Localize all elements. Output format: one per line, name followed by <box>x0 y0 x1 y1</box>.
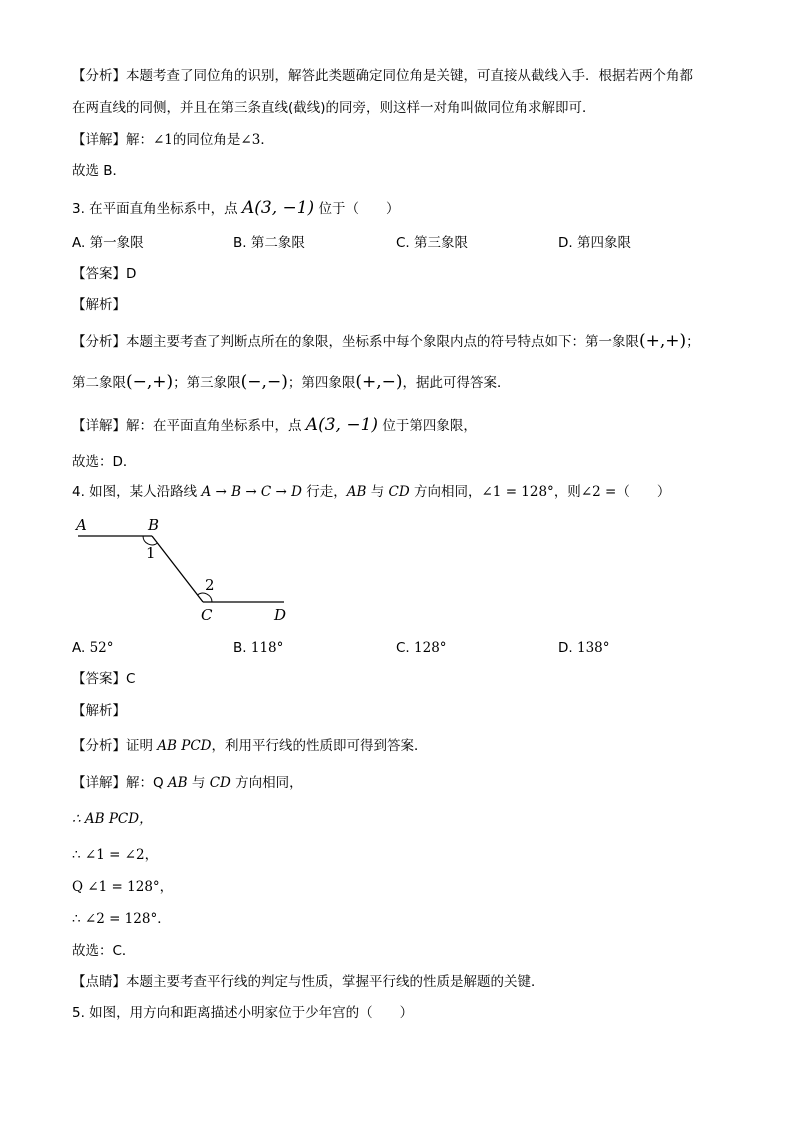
q4-analysis: 【分析】证明 AB PCD，利用平行线的性质即可得到答案． <box>72 738 428 754</box>
q3-option-d: D. 第四象限 <box>558 235 631 251</box>
q4-detail: 【详解】解：Q AB 与 CD 方向相同， <box>72 775 303 791</box>
q3-analysis-line-1: 【分析】本题主要考查了判断点所在的象限，坐标系中每个象限内点的符号特点如下：第一象限(+,+)； <box>72 331 700 351</box>
q2-analysis-line-1 <box>72 66 693 86</box>
q3-option-b: B. 第二象限 <box>233 235 305 251</box>
q2-detail-line: 【详解】解：∠1的同位角是∠3． <box>72 132 274 148</box>
q4-comment: 【点睛】本题主要考查平行线的判定与性质，掌握平行线的性质是解题的关键． <box>72 974 545 990</box>
q4-option-a: A. 52° <box>72 640 114 656</box>
angle-1: ∠1 <box>153 132 173 148</box>
q4-choose: 故选：C． <box>72 943 136 959</box>
q4-answer: 【答案】C <box>72 671 136 687</box>
q3-choose: 故选：D． <box>72 454 137 470</box>
q4-stem: 4. 如图，某人沿路线 A → B → C → D 行走，AB 与 CD 方向相同，∠1 = 128°，则∠2 =（ ） <box>72 484 671 500</box>
label-a: A <box>76 516 87 534</box>
angle-3: ∠3 <box>240 132 261 148</box>
q4-option-b: B. 118° <box>233 640 284 656</box>
analysis-tag: 【分析】 <box>72 68 126 84</box>
segment-bc <box>152 536 203 602</box>
q3-option-a: A. 第一象限 <box>72 235 144 251</box>
q4-step-1: ∴ AB PCD， <box>72 811 153 827</box>
q2-choose: 故选 B． <box>72 163 127 179</box>
q3-stem: 3. 在平面直角坐标系中，点 A(3, −1) 位于（ ） <box>72 198 400 218</box>
label-b: B <box>148 516 160 534</box>
analysis-text: 本题考查了同位角的识别，解答此类题确定同位角是关键，可直接从截线入手．根据若两个角都 <box>126 68 693 84</box>
q4-step-4: ∴ ∠2 = 128°． <box>72 911 171 927</box>
q3-answer: 【答案】D <box>72 266 137 282</box>
label-d: D <box>274 606 287 624</box>
q3-detail: 【详解】解：在平面直角坐标系中，点 A(3, −1) 位于第四象限， <box>72 415 477 435</box>
q4-jiexi-tag: 【解析】 <box>72 703 126 719</box>
label-angle-2: 2 <box>205 576 215 594</box>
q4-step-3: Q ∠1 = 128°， <box>72 879 174 895</box>
q4-option-d: D. 138° <box>558 640 610 656</box>
q3-jiexi-tag: 【解析】 <box>72 297 126 313</box>
geometry-figure <box>70 512 300 627</box>
q3-analysis-line-2: 第二象限(−,+)；第三象限(−,−)；第四象限(+,−)，据此可得答案． <box>72 372 511 392</box>
label-angle-1: 1 <box>146 544 156 562</box>
route: A → B → C → D <box>201 484 302 500</box>
q3-option-c: C. 第三象限 <box>396 235 469 251</box>
label-c: C <box>201 606 213 624</box>
q5-stem: 5. 如图，用方向和距离描述小明家位于少年宫的（ ） <box>72 1005 414 1021</box>
q2-analysis-line-2: 在两直线的同侧，并且在第三条直线(截线)的同旁，则这样一对角叫做同位角求解即可． <box>72 100 596 116</box>
detail-tag: 【详解】 <box>72 132 126 148</box>
q4-step-2: ∴ ∠1 = ∠2， <box>72 847 159 863</box>
point-a: A(3, −1) <box>241 198 315 218</box>
q4-option-c: C. 128° <box>396 640 447 656</box>
